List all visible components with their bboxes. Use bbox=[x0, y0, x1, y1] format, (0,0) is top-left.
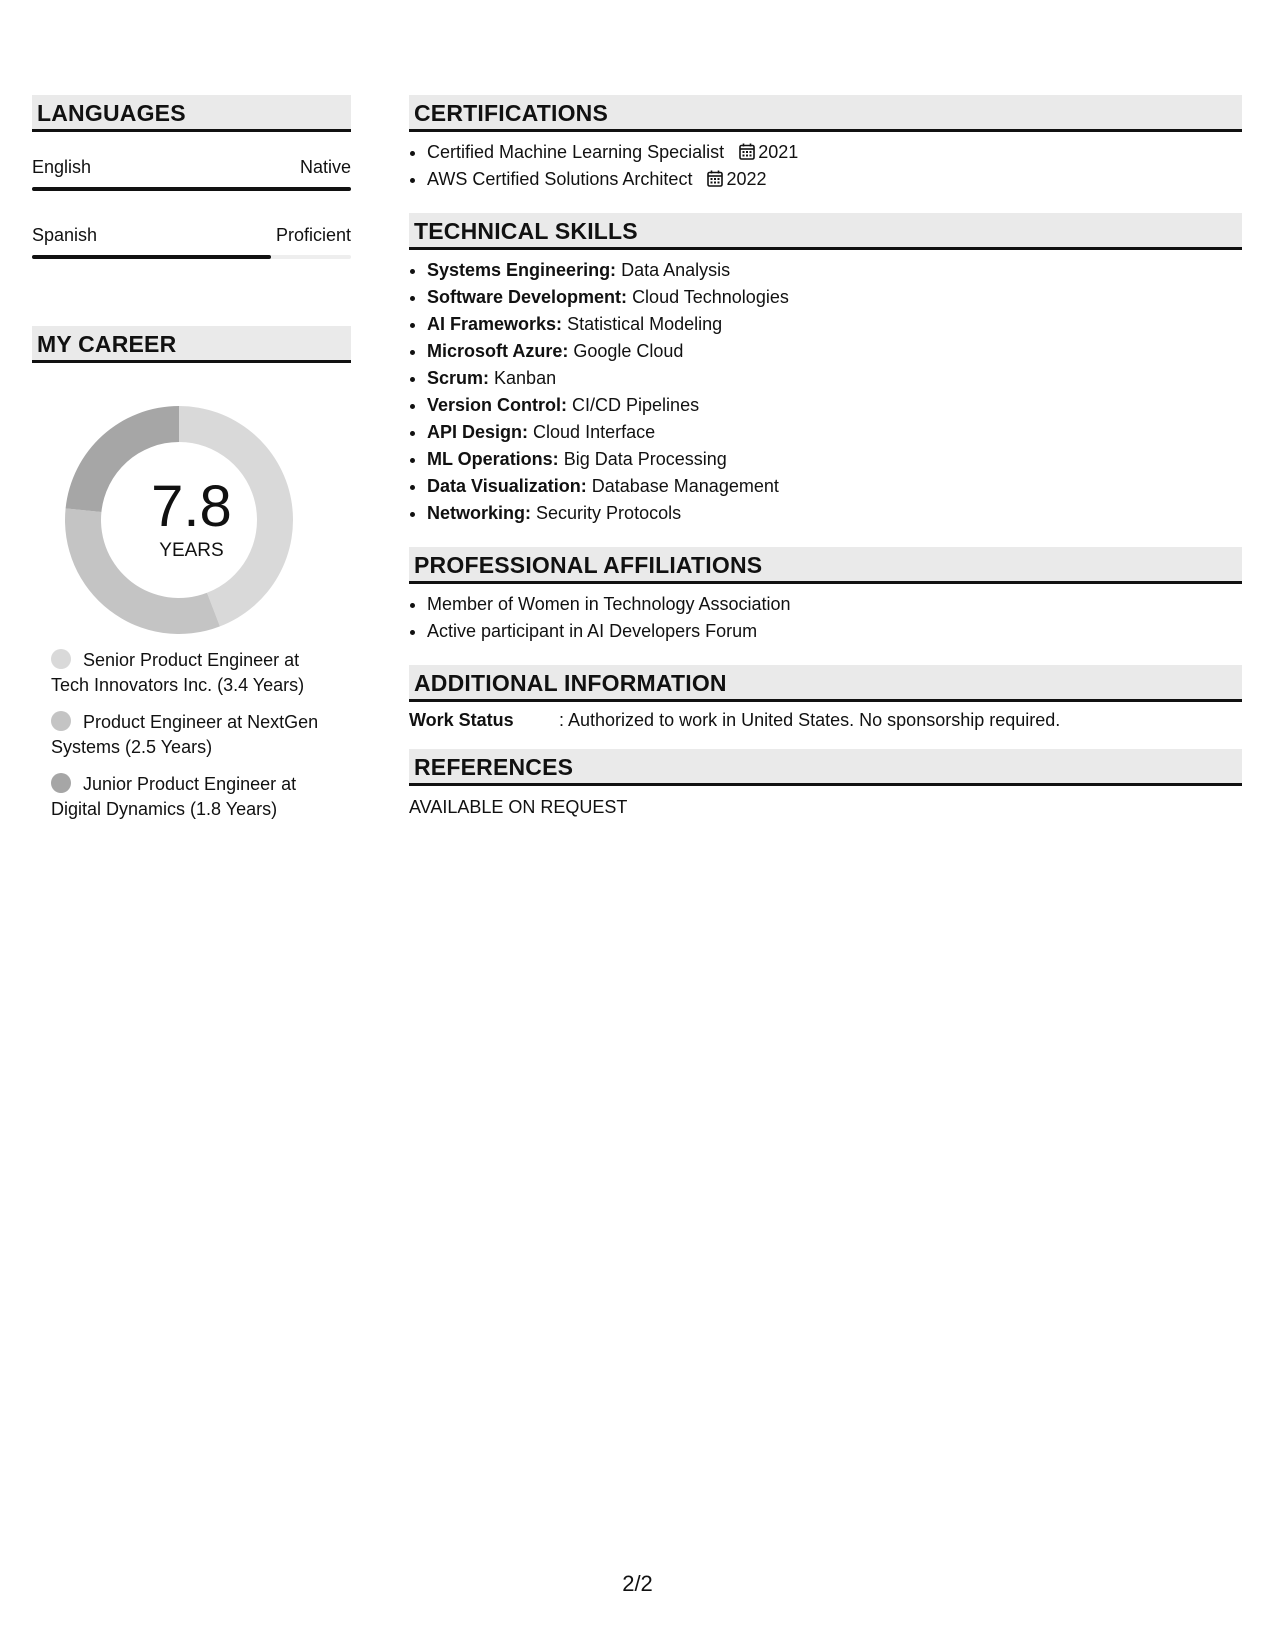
skill-label: Networking: bbox=[427, 503, 532, 523]
work-status-row bbox=[409, 707, 1242, 734]
legend-label: Senior Product Engineer at Tech Innovators Inc. (3.4 Years) bbox=[51, 650, 305, 695]
skill-label: Version Control: bbox=[427, 395, 568, 415]
skill-value: Big Data Processing bbox=[563, 449, 727, 469]
skills-list bbox=[409, 257, 1242, 527]
references-text: AVAILABLE ON REQUEST bbox=[409, 797, 628, 817]
legend-dot bbox=[51, 649, 71, 669]
skill-label: Software Development: bbox=[427, 287, 628, 307]
skill-value: Statistical Modeling bbox=[567, 314, 723, 334]
list-item bbox=[427, 257, 1242, 284]
skill-value: Cloud Technologies bbox=[632, 287, 789, 307]
affiliations-heading: PROFESSIONAL AFFILIATIONS bbox=[409, 547, 1242, 584]
skill-label: Systems Engineering: bbox=[427, 260, 617, 280]
career-total: 7.8 bbox=[151, 474, 232, 539]
list-item bbox=[427, 419, 1242, 446]
calendar-icon bbox=[739, 143, 755, 160]
languages-heading: LANGUAGES bbox=[32, 95, 351, 132]
list-item bbox=[427, 338, 1242, 365]
language-name: English bbox=[32, 157, 92, 177]
list-item bbox=[427, 365, 1242, 392]
work-status-label: Work Status bbox=[409, 710, 514, 730]
skill-label: API Design: bbox=[427, 422, 529, 442]
skill-value: Kanban bbox=[494, 368, 557, 388]
skill-label: ML Operations: bbox=[427, 449, 559, 469]
list-item bbox=[427, 166, 1242, 193]
language-bar-fill bbox=[32, 255, 271, 259]
work-status-value: : Authorized to work in United States. No sponsorship required. bbox=[559, 710, 1061, 730]
references-heading: REFERENCES bbox=[409, 749, 1242, 786]
language-name: Spanish bbox=[32, 225, 98, 245]
list-item bbox=[427, 500, 1242, 527]
skill-label: Microsoft Azure: bbox=[427, 341, 569, 361]
skills-heading: TECHNICAL SKILLS bbox=[409, 213, 1242, 250]
language-bar bbox=[32, 255, 351, 259]
legend-label: Junior Product Engineer at Digital Dynamics (1.8 Years) bbox=[51, 774, 297, 819]
language-bar bbox=[32, 187, 351, 191]
skill-label: Data Visualization: bbox=[427, 476, 587, 496]
certification-name: AWS Certified Solutions Architect bbox=[427, 169, 693, 189]
legend-label: Product Engineer at NextGen Systems (2.5 Years) bbox=[51, 712, 319, 757]
list-item: • Active participant in AI Developers Forum bbox=[427, 618, 1242, 645]
page-number: 2/2 bbox=[622, 1571, 653, 1596]
right-column bbox=[409, 95, 1242, 821]
career-donut-chart bbox=[32, 406, 351, 634]
language-level: Native bbox=[299, 157, 351, 177]
skill-label: AI Frameworks: bbox=[427, 314, 563, 334]
skill-label: Scrum: bbox=[427, 368, 490, 388]
legend-dot bbox=[51, 711, 71, 731]
list-item bbox=[427, 446, 1242, 473]
skill-value: Cloud Interface bbox=[533, 422, 656, 442]
career-heading: MY CAREER bbox=[32, 326, 351, 363]
language-bar-fill bbox=[32, 187, 351, 191]
left-column bbox=[32, 95, 351, 834]
list-item bbox=[427, 473, 1242, 500]
language-item bbox=[32, 132, 351, 200]
legend-item bbox=[51, 710, 341, 760]
career-legend bbox=[32, 648, 351, 822]
list-item: • Member of Women in Technology Association bbox=[427, 591, 1242, 618]
list-item bbox=[427, 392, 1242, 419]
certifications-heading: CERTIFICATIONS bbox=[409, 95, 1242, 132]
skill-value: Google Cloud bbox=[573, 341, 684, 361]
certifications-list bbox=[409, 139, 1242, 193]
skill-value: Security Protocols bbox=[536, 503, 682, 523]
certification-name: Certified Machine Learning Specialist bbox=[427, 142, 725, 162]
skill-value: CI/CD Pipelines bbox=[572, 395, 700, 415]
calendar-icon bbox=[707, 170, 723, 187]
certification-year: 2021 bbox=[758, 142, 799, 162]
language-level: Proficient bbox=[275, 225, 351, 245]
list-item bbox=[427, 139, 1242, 166]
affiliations-list bbox=[409, 591, 1242, 645]
list-item bbox=[427, 311, 1242, 338]
skill-value: Data Analysis bbox=[621, 260, 731, 280]
skill-value: Database Management bbox=[591, 476, 779, 496]
legend-item bbox=[51, 648, 341, 698]
language-item bbox=[32, 200, 351, 268]
list-item bbox=[427, 284, 1242, 311]
certification-year: 2022 bbox=[726, 169, 767, 189]
additional-info-heading: ADDITIONAL INFORMATION bbox=[409, 665, 1242, 702]
career-unit: YEARS bbox=[159, 540, 224, 561]
legend-item bbox=[51, 772, 341, 822]
legend-dot bbox=[51, 773, 71, 793]
